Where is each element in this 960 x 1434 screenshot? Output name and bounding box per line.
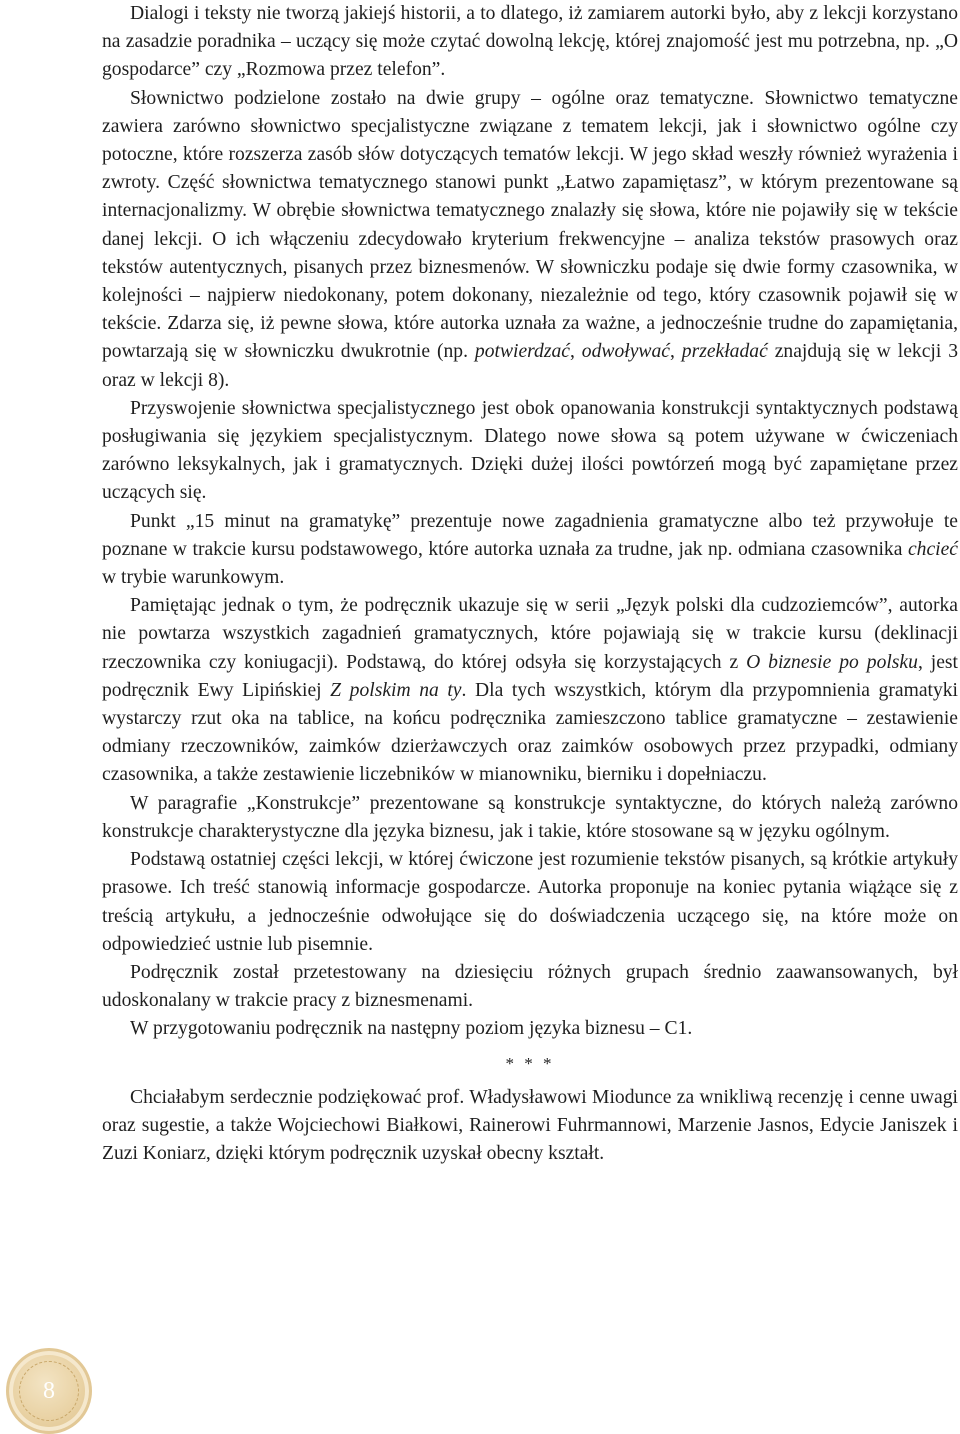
paragraph-slownictwo-text-c: , <box>669 341 682 363</box>
paragraph-slownictwo-text-b: , <box>569 341 582 363</box>
paragraph-gramatyka-text-b: w trybie warunkowym. <box>102 567 285 589</box>
section-separator: * * * <box>505 1053 555 1073</box>
document-body <box>102 0 958 1168</box>
italic-title-z-polskim: Z polskim na ty <box>330 679 462 701</box>
paragraph-podziekowania: Chciałabym serdecznie podziękować prof. Władysławowi Miodunce za wnikliwą recenzję i cenne uwagi oraz sugestie, a także Wojciechowi Białkowi, Rainerowi Fuhrmannowi, Marzenie Jasnos, Edycie Janiszek i Zuzi Koniarz, dzięki którym podręcznik uzyskał obecny kształt. <box>102 1086 958 1165</box>
paragraph-slownictwo-text-a: Słownictwo podzielone zostało na dwie grupy – ogólne oraz tematyczne. Słownictwo tematyczne zawiera zarówno słownictwo specjalistyczne związane z tematem lekcji, jak i słownictwo ogólne czy potoczne, które rozszerza zasób słów dotyczących tematów lekcji. W jego skład weszły również wyrażenia i zwroty. Część słownictwa tematycznego stanowi punkt „Łatwo zapamiętasz”, w którym prezentowane są internacjonalizmy. W obrębie słownictwa tematycznego znalazły się słowa, które nie pojawiły się w tekście danej lekcji. O ich włączeniu zdecydowało kryterium frekwencyjne – analiza tekstów prasowych oraz tekstów autentycznych, pisanych przez biznesmenów. W słowniczku podaje się dwie formy czasownika, w kolejności – najpierw niedokonany, potem dokonany, niezależnie od tego, który czasownik pojawił się w tekście. Zdarza się, iż pewne słowa, które autorka uznała za ważne, a jednocześnie trudne do zapamiętania, powtarzają się w słowniczku dwukrotnie (np. <box>102 87 958 363</box>
paragraph-przygotowanie: W przygotowaniu podręcznik na następny poziom języka biznesu – C1. <box>130 1018 693 1040</box>
paragraph-pamietajac-text-b: , jest podręcznik Ewy Lipińskiej <box>102 651 958 701</box>
paragraph-pamietajac <box>102 592 958 789</box>
paragraph-dialogi: Dialogi i teksty nie tworzą jakiejś historii, a to dlatego, iż zamiarem autorki było, aby z lekcji korzystano na zasadzie poradnika – uczący się może czytać dowolną lekcję, której znajomość jest mu potrzebna, np. „O gospodarce” czy „Rozmowa przez telefon”. <box>102 3 958 81</box>
paragraph-podstawa: Podstawą ostatniej części lekcji, w której ćwiczone jest rozumienie tekstów pisanych, są krótkie artykuły prasowe. Ich treść stanowią informacje gospodarcze. Autorka proponuje na koniec pytania wiążące się z treścią artykułu, a jednocześnie odwołujące się do doświadczenia uczącego się, na które może on odpowiedzieć ustnie lub pisemnie. <box>102 849 958 955</box>
paragraph-slownictwo <box>102 85 958 395</box>
page-number-badge <box>6 1348 92 1434</box>
paragraph-przyswojenie: Przyswojenie słownictwa specjalistycznego jest obok opanowania konstrukcji syntaktycznych podstawą posługiwania się językiem specjalistycznym. Dlatego nowe słowa są potem używane w ćwiczeniach zarówno leksykalnych, jak i gramatycznych. Dzięki dużej ilości powtórzeń mogą być zapamiętane przez uczących się. <box>102 397 958 504</box>
paragraph-przetestowany: Podręcznik został przetestowany na dziesięciu różnych grupach średnio zaawansowanych, był udoskonalany w trakcie pracy z biznesmenami. <box>102 961 958 1012</box>
italic-term-odwolywac: odwoływać <box>581 341 670 363</box>
paragraph-konstrukcje: W paragrafie „Konstrukcje” prezentowane są konstrukcje syntaktyczne, do których należą zarówno konstrukcje charakterystyczne dla języka biznesu, jak i takie, które stosowane są w języku ogólnym. <box>102 792 958 842</box>
italic-term-chciec: chcieć <box>907 538 958 560</box>
italic-term-potwierdzac: potwierdzać <box>474 341 570 363</box>
paragraph-gramatyka-text-a: Punkt „15 minut na gramatykę” prezentuje nowe zagadnienia gramatyczne albo też przywołuje te poznane w trakcie kursu podstawowego, które autorka uznała za trudne, jak np. odmiana czasownika <box>102 510 958 560</box>
italic-title-o-biznesie: O biznesie po polsku <box>746 651 918 673</box>
paragraph-pamietajac-text-a: Pamiętając jednak o tym, że podręcznik ukazuje się w serii „Język polski dla cudzoziemców”, autorka nie powtarza wszystkich zagadnień gramatycznych, które pojawiają się w trakcie kursu (deklinacji rzeczownika czy koniugacji). Podstawą, do której odsyła się korzystających z <box>102 595 958 673</box>
page-number: 8 <box>43 1377 55 1404</box>
italic-term-przekladac: przekładać <box>681 341 768 363</box>
paragraph-gramatyka <box>102 508 958 593</box>
paragraph-slownictwo-text-d: znajdują się w lekcji 3 oraz w lekcji 8). <box>102 341 958 391</box>
paragraph-pamietajac-text-c: . Dla tych wszystkich, którym dla przypomnienia gramatyki wystarczy rzut oka na tablice, na końcu podręcznika zamieszczono tablice gramatyczne – zestawienie odmiany rzeczowników, zaimków dzierżawczych oraz zaimków osobowych przez przypadki, odmiany czasownika, a także zestawienie liczebników w mianowniku, bierniku i dopełniaczu. <box>102 679 958 786</box>
